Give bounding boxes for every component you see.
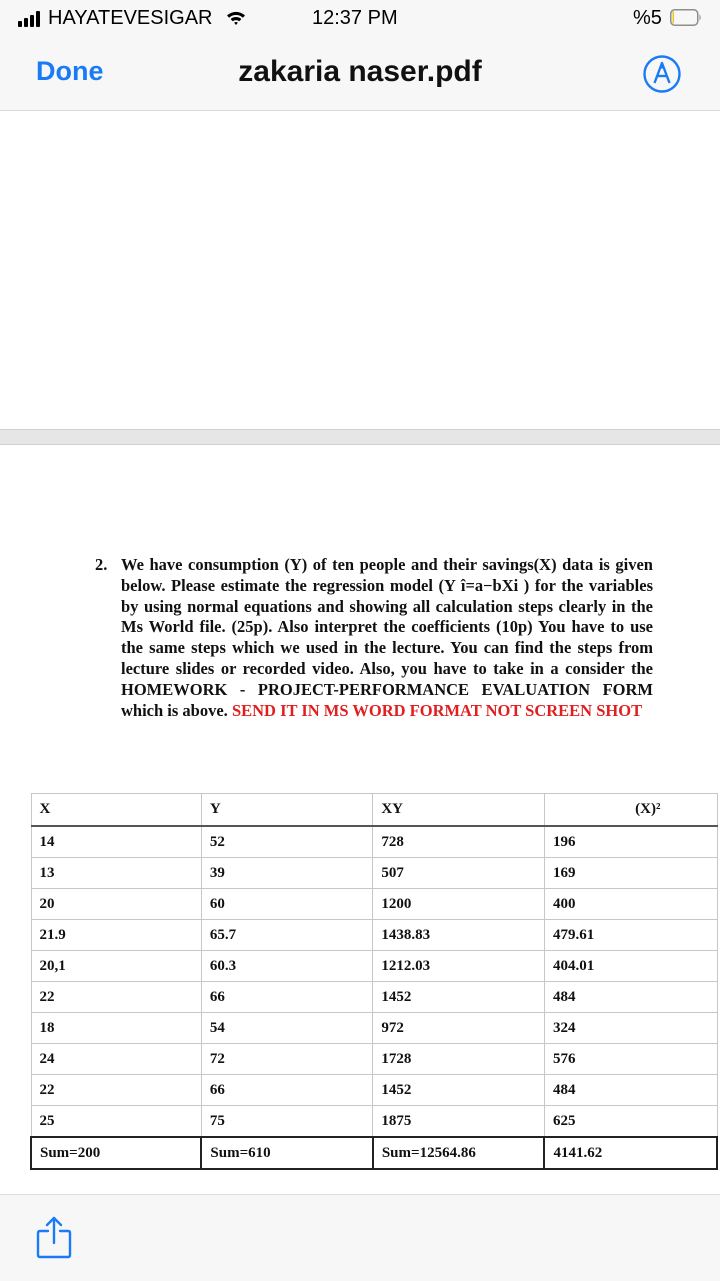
cell-x: 20,1 (31, 951, 201, 982)
sum-x: Sum=200 (31, 1137, 201, 1169)
cell-y: 72 (201, 1044, 372, 1075)
cell-x: 22 (31, 982, 201, 1013)
cell-y: 54 (201, 1013, 372, 1044)
cell-xy: 1728 (373, 1044, 545, 1075)
question-text (121, 555, 653, 721)
cell-y: 75 (201, 1106, 372, 1138)
sum-x-squared: 4141.62 (544, 1137, 717, 1169)
table-row (31, 858, 717, 889)
cell-x-squared: 324 (544, 1013, 717, 1044)
page-separator (0, 429, 720, 445)
share-icon[interactable] (36, 1215, 72, 1259)
battery-percent: %5 (633, 7, 662, 29)
cell-xy: 1875 (373, 1106, 545, 1138)
sum-row (31, 1137, 717, 1169)
cell-y: 65.7 (201, 920, 372, 951)
header-xy: XY (373, 794, 545, 827)
table-row (31, 1013, 717, 1044)
cell-x-squared: 404.01 (544, 951, 717, 982)
battery-icon (670, 9, 702, 26)
cell-xy: 728 (373, 826, 545, 858)
table-row (31, 982, 717, 1013)
cell-xy: 1200 (373, 889, 545, 920)
cell-y: 60.3 (201, 951, 372, 982)
cell-xy: 972 (373, 1013, 545, 1044)
cell-xy: 1452 (373, 1075, 545, 1106)
cell-x: 20 (31, 889, 201, 920)
nav-bar (0, 38, 720, 111)
cell-x-squared: 484 (544, 982, 717, 1013)
table-row (31, 1075, 717, 1106)
cell-x-squared: 576 (544, 1044, 717, 1075)
table-row (31, 920, 717, 951)
cell-x-squared: 625 (544, 1106, 717, 1138)
data-table (30, 793, 718, 1170)
question-number: 2. (95, 555, 108, 574)
wifi-icon (226, 9, 246, 27)
cell-x-squared: 196 (544, 826, 717, 858)
table-header-row (31, 794, 717, 827)
table-row (31, 1044, 717, 1075)
header-x: X (31, 794, 201, 827)
cell-y: 66 (201, 1075, 372, 1106)
cell-xy: 1212.03 (373, 951, 545, 982)
markup-pen-icon[interactable] (642, 54, 682, 94)
cell-x: 18 (31, 1013, 201, 1044)
table-row (31, 951, 717, 982)
cell-x: 25 (31, 1106, 201, 1138)
clock: 12:37 PM (312, 7, 398, 29)
cell-x: 14 (31, 826, 201, 858)
done-button[interactable]: Done (36, 56, 104, 86)
table-row (31, 826, 717, 858)
cell-x-squared: 169 (544, 858, 717, 889)
table-row (31, 1106, 717, 1138)
cell-xy: 1438.83 (373, 920, 545, 951)
cell-y: 66 (201, 982, 372, 1013)
cell-y: 60 (201, 889, 372, 920)
cell-y: 52 (201, 826, 372, 858)
status-bar (0, 0, 720, 38)
cell-x: 24 (31, 1044, 201, 1075)
cell-x-squared: 484 (544, 1075, 717, 1106)
cell-y: 39 (201, 858, 372, 889)
sum-xy: Sum=12564.86 (373, 1137, 545, 1169)
header-y: Y (201, 794, 372, 827)
carrier-name: HAYATEVESIGAR (48, 7, 213, 29)
table-row (31, 889, 717, 920)
sum-y: Sum=610 (201, 1137, 372, 1169)
cell-x: 13 (31, 858, 201, 889)
signal-icon (18, 11, 44, 27)
question-highlight: SEND IT IN MS WORD FORMAT NOT SCREEN SHOT (231, 700, 643, 720)
cell-x: 21.9 (31, 920, 201, 951)
cell-x-squared: 479.61 (544, 920, 717, 951)
cell-xy: 507 (373, 858, 545, 889)
bottom-toolbar (0, 1194, 720, 1281)
pdf-viewer[interactable] (0, 111, 720, 1194)
header-x-squared: (X)² (544, 794, 717, 827)
cell-x-squared: 400 (544, 889, 717, 920)
question-body: We have consumption (Y) of ten people and their savings(X) data is given below. Please estimate the regression model (Y î=a−bXi ) for the variables by using normal equations and showing all calculation steps clearly in the Ms World file. (25p). Also interpret the coefficients (10p) You have to use the same steps which we used in the lecture. You can find the steps from lecture slides or recorded video. Also, you have to take in a consider the HOMEWORK - PROJECT-PERFORMANCE EVALUATION FORM which is above. (121, 555, 653, 720)
document-title: zakaria naser.pdf (238, 55, 482, 88)
cell-x: 22 (31, 1075, 201, 1106)
cell-xy: 1452 (373, 982, 545, 1013)
